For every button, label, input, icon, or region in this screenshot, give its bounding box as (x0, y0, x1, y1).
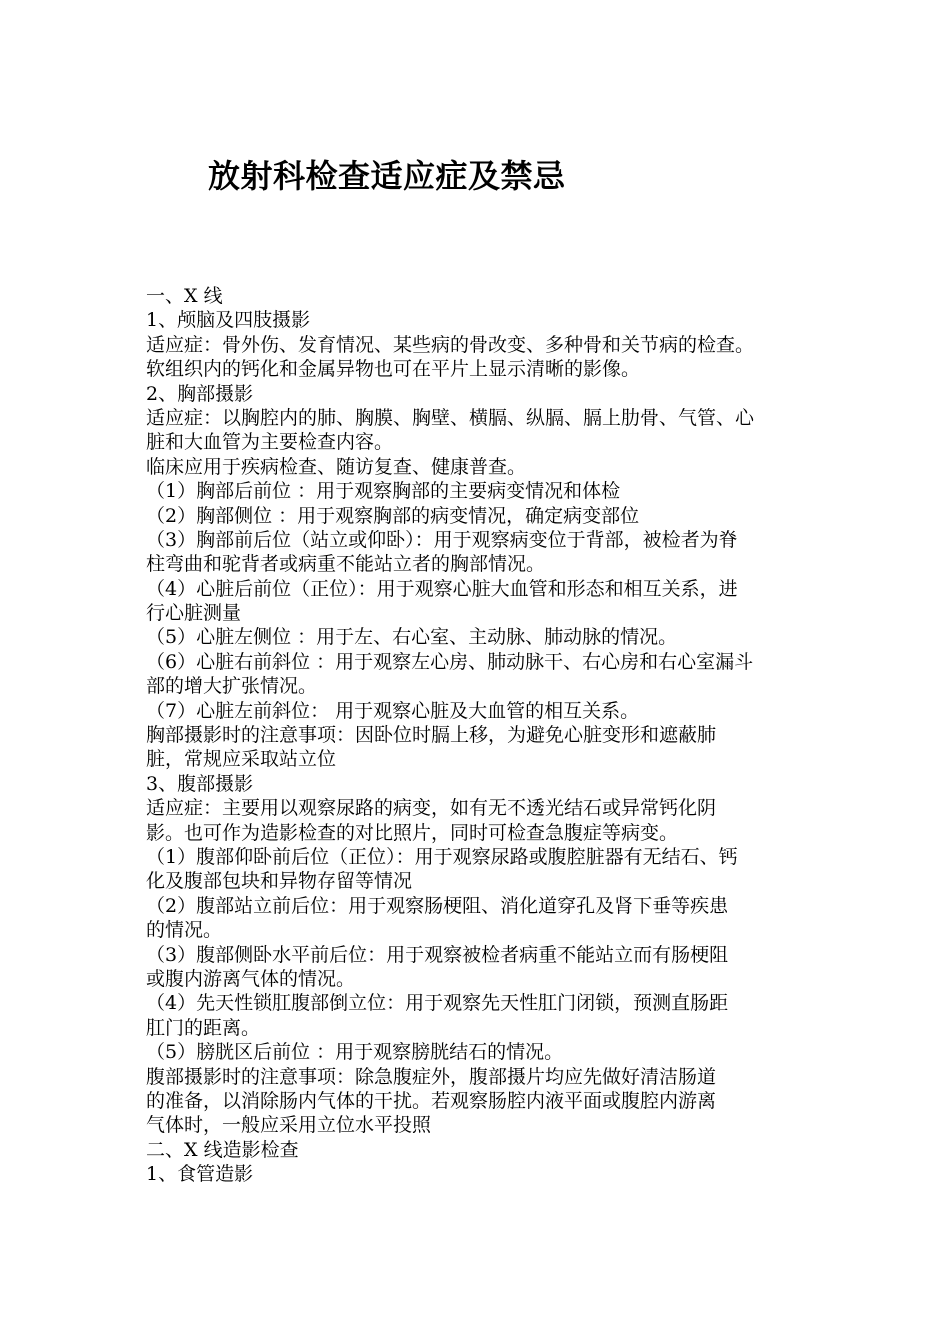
text-line: （2）腹部站立前后位：用于观察肠梗阻、消化道穿孔及肾下垂等疾患 (146, 894, 729, 917)
text-line: 胸部摄影时的注意事项：因卧位时膈上移，为避免心脏变形和遮蔽肺 (146, 724, 717, 747)
text-line: 1、食管造影 (146, 1163, 254, 1186)
text-line: 肛门的距离。 (146, 1016, 261, 1039)
text-line: 软组织内的钙化和金属异物也可在平片上显示清晰的影像。 (146, 358, 641, 381)
text-line: （3）胸部前后位（站立或仰卧）：用于观察病变位于背部，被检者为脊 (146, 528, 738, 551)
document-title: 放射科检查适应症及禁忌 (208, 157, 566, 195)
text-line: 适应症：骨外伤、发育情况、某些病的骨改变、多种骨和关节病的检查。 (146, 333, 755, 356)
text-line: 脏和大血管为主要检查内容。 (146, 431, 394, 454)
text-line: （7）心脏左前斜位： 用于观察心脏及大血管的相互关系。 (146, 699, 640, 722)
text-line: 化及腹部包块和异物存留等情况 (146, 870, 413, 893)
text-line: （5）膀胱区后前位 ：用于观察膀胱结石的情况。 (146, 1041, 564, 1064)
text-line: （6）心脏右前斜位 ：用于观察左心房、肺动脉干、右心房和右心室漏斗 (146, 650, 754, 673)
text-line: （3）腹部侧卧水平前后位：用于观察被检者病重不能站立而有肠梗阻 (146, 943, 729, 966)
text-line: （5）心脏左侧位 ：用于左、右心室、主动脉、肺动脉的情况。 (146, 626, 678, 649)
text-line: 的情况。 (146, 919, 223, 942)
text-line: 影。也可作为造影检查的对比照片，同时可检查急腹症等病变。 (146, 821, 679, 844)
text-line: 腹部摄影时的注意事项：除急腹症外，腹部摄片均应先做好清洁肠道 (146, 1065, 717, 1088)
text-line: 脏，常规应采取站立位 (146, 748, 337, 771)
text-line: 的准备，以消除肠内气体的干扰。若观察肠腔内液平面或腹腔内游离 (146, 1089, 717, 1112)
text-line: （1）胸部后前位 ：用于观察胸部的主要病变情况和体检 (146, 480, 621, 503)
text-line: 行心脏测量 (146, 602, 242, 625)
text-line: 柱弯曲和驼背者或病重不能站立者的胸部情况。 (146, 553, 546, 576)
text-line: （1）腹部仰卧前后位（正位）：用于观察尿路或腹腔脏器有无结石、钙 (146, 845, 738, 868)
text-line: 2、胸部摄影 (146, 382, 254, 405)
text-line: （4）先天性锁肛腹部倒立位：用于观察先天性肛门闭锁，预测直肠距 (146, 992, 729, 1015)
text-line: 一、X 线 (146, 285, 223, 307)
text-line: 1、颅脑及四肢摄影 (146, 309, 311, 332)
text-line: 适应症：主要用以观察尿路的病变，如有无不透光结石或异常钙化阴 (146, 797, 717, 820)
text-line: （4）心脏后前位（正位）：用于观察心脏大血管和形态和相互关系，进 (146, 577, 738, 600)
document-body (146, 284, 816, 1186)
text-line: 临床应用于疾病检查、随访复查、健康普查。 (146, 455, 527, 478)
text-line: 或腹内游离气体的情况。 (146, 967, 356, 990)
text-line: 适应症：以胸腔内的肺、胸膜、胸壁、横膈、纵膈、膈上肋骨、气管、心 (146, 406, 755, 429)
text-line: （2）胸部侧位 ：用于观察胸部的病变情况，确定病变部位 (146, 504, 640, 527)
text-line: 气体时，一般应采用立位水平投照 (146, 1114, 432, 1137)
text-line: 部的增大扩张情况。 (146, 675, 318, 698)
text-line: 二、X 线造影检查 (146, 1138, 299, 1161)
text-line: 3、腹部摄影 (146, 772, 254, 795)
